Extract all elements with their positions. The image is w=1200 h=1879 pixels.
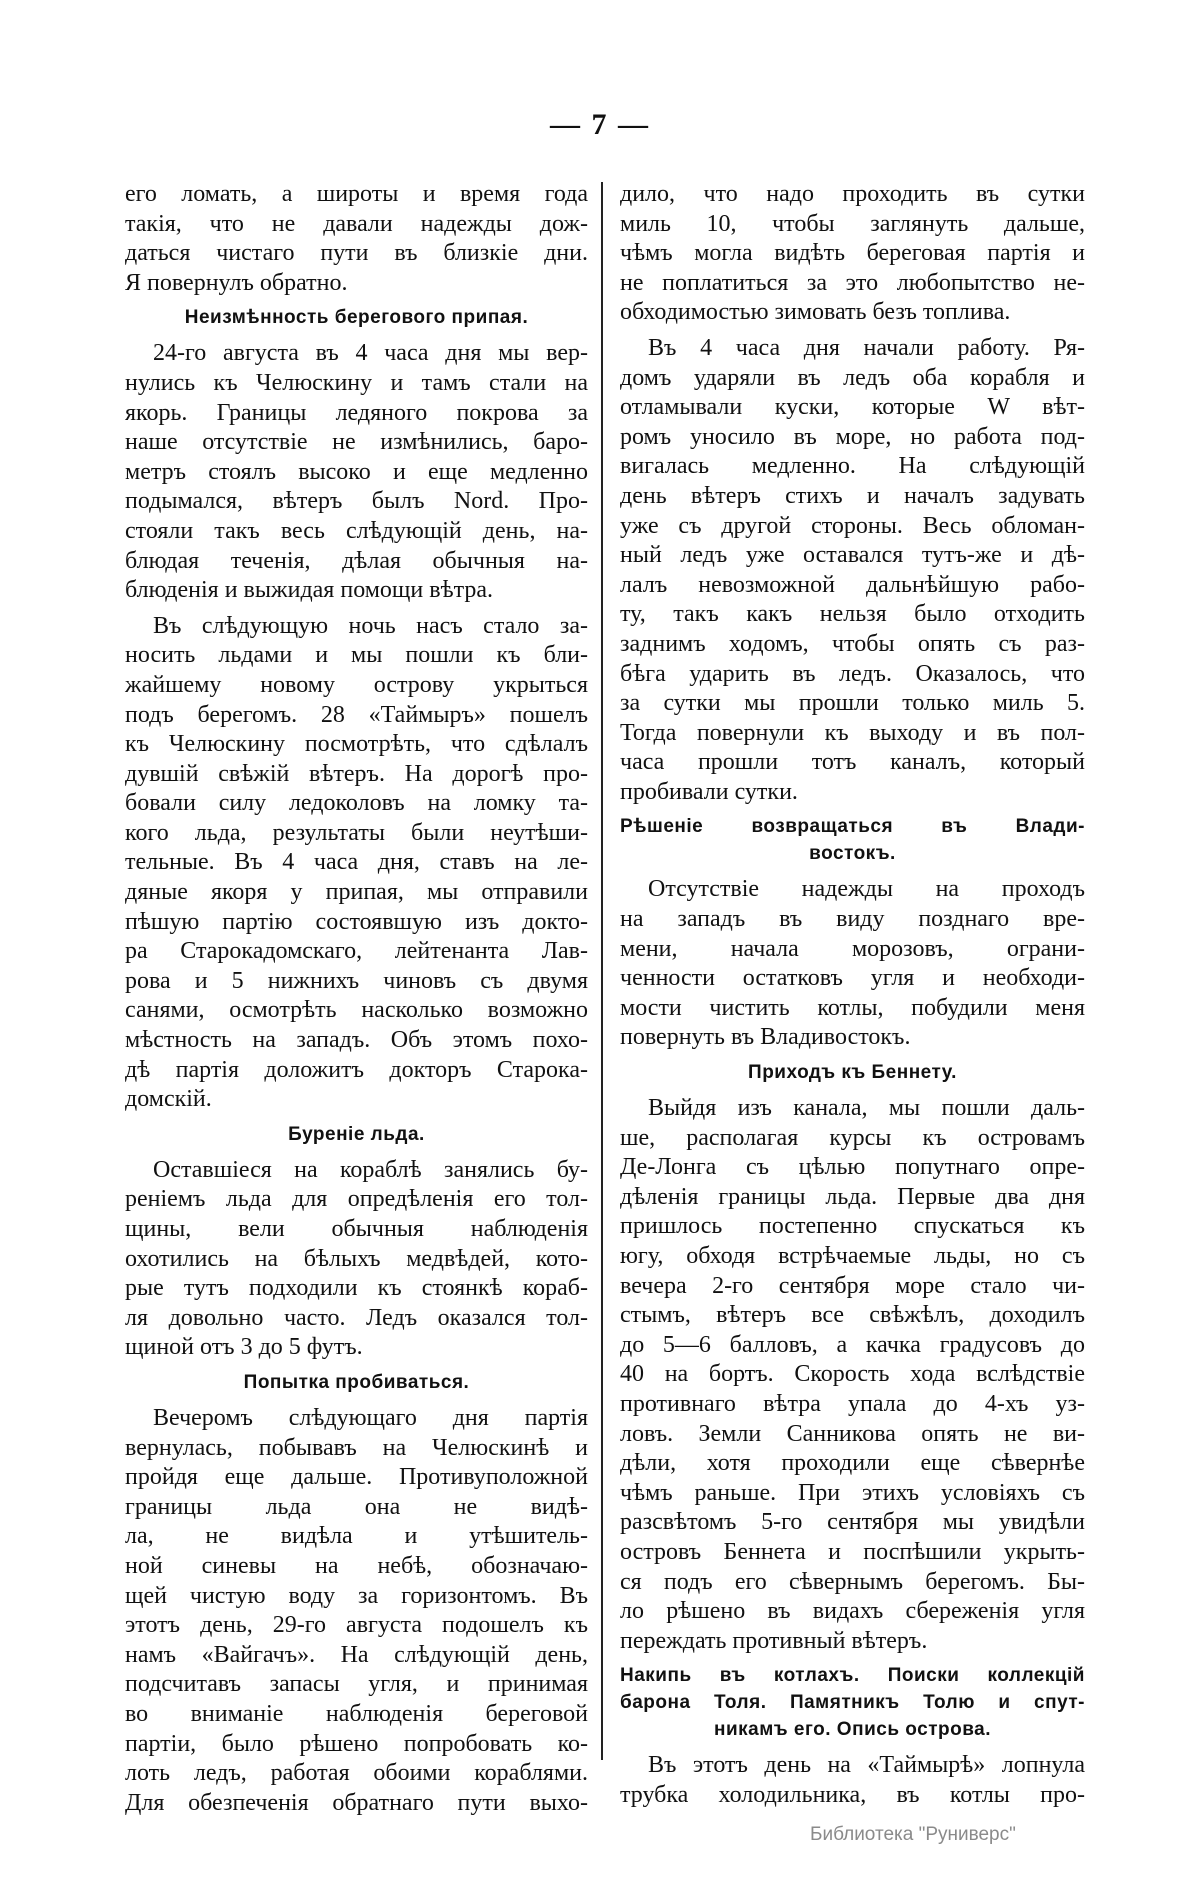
- text-line: носить льдами и мы пошли къ бли-: [125, 642, 588, 669]
- text-line: щей чистую воду за горизонтомъ. Въ: [125, 1582, 588, 1609]
- text-line: Отсутствіе надежды на проходъ: [648, 876, 1085, 903]
- text-line: лоть ледъ, работая обоими кораблями.: [125, 1760, 588, 1787]
- text-line: его ломать, а широты и время года: [125, 181, 588, 207]
- text-line: на западъ въ виду позднаго вре-: [620, 906, 1085, 933]
- text-line: реніемъ льда для опредѣленія его тол-: [125, 1186, 588, 1213]
- text-line: островъ Беннета и поспѣшили укрыть-: [620, 1538, 1085, 1565]
- text-line: блюдая теченія, дѣлая обычныя на-: [125, 547, 588, 574]
- text-line: ту, такъ какъ нельзя было отходить: [620, 601, 1085, 628]
- text-line: ловъ. Земли Санникова опять не ви-: [620, 1420, 1085, 1447]
- text-line: блюденія и выжидая помощи вѣтра.: [125, 577, 494, 604]
- text-line: лалъ невозможной дальнѣйшую рабо-: [620, 571, 1085, 598]
- text-line: кого льда, результаты были неутѣши-: [125, 819, 588, 846]
- text-line: дувшій свѣжій вѣтеръ. На дорогѣ про-: [125, 760, 588, 787]
- text-line: пройдя еще дальше. Противуположной: [125, 1464, 588, 1491]
- text-line: ло рѣшено въ видахъ сбереженія угля: [620, 1598, 1085, 1625]
- section-heading: [125, 304, 588, 331]
- text-line: уже съ другой стороны. Весь обломан-: [620, 512, 1085, 539]
- text-line: щины, вели обычныя наблюденія: [125, 1216, 588, 1242]
- paragraph: [125, 1156, 588, 1363]
- text-line: за сутки мы прошли только миль 5.: [620, 690, 1085, 717]
- text-line: охотились на бѣлыхъ медвѣдей, кото-: [125, 1245, 588, 1272]
- heading-line: Неизмѣнность берегового припая.: [184, 307, 529, 329]
- text-line: тельные. Въ 4 часа дня, ставъ на ле-: [125, 849, 588, 876]
- text-line: наше отсутствіе не измѣнились, баро-: [125, 429, 588, 456]
- section-heading: [620, 1662, 1085, 1743]
- text-line: чѣмъ раньше. При этихъ условіяхъ съ: [620, 1479, 1085, 1506]
- text-line: дѣли, хотя проходили еще сѣвернѣе: [620, 1450, 1085, 1477]
- text-line: ла, не видѣла и утѣшитель-: [125, 1523, 588, 1550]
- paragraph: [125, 180, 588, 298]
- text-line: стымъ, вѣтеръ все свѣжѣлъ, доходилъ: [620, 1302, 1085, 1329]
- section-heading: [125, 1121, 588, 1148]
- text-line: санями, осмотрѣть насколько возможно: [125, 997, 588, 1024]
- text-line: этотъ день, 29-го августа подошелъ къ: [125, 1612, 588, 1639]
- text-line: Тогда повернули къ выходу и въ пол-: [620, 719, 1085, 746]
- column-divider: [601, 182, 603, 1760]
- text-line: домскій.: [125, 1086, 212, 1113]
- text-line: жайшему новому острову укрыться: [125, 671, 588, 698]
- text-line: границы льда она не видѣ-: [125, 1493, 588, 1520]
- text-line: пѣшую партію состоявшую изъ докто-: [125, 908, 588, 935]
- text-line: дѣленія границы льда. Первые два дня: [620, 1183, 1085, 1210]
- text-line: до 5—6 балловъ, а качка градусовъ до: [620, 1331, 1085, 1358]
- text-line: нулись къ Челюскину и тамъ стали на: [125, 369, 588, 396]
- text-line: стояли такъ весь слѣдующій день, на-: [125, 517, 588, 544]
- text-line: миль 10, чтобы заглянуть дальше,: [620, 210, 1085, 237]
- paragraph: [620, 180, 1085, 328]
- text-line: Оставшіеся на кораблѣ занялись бу-: [153, 1156, 588, 1183]
- text-line: чѣмъ могла видѣть береговая партія и: [620, 240, 1085, 267]
- text-line: щиной отъ 3 до 5 футъ.: [125, 1334, 363, 1361]
- heading-line: Рѣшеніе возвращаться въ Влади-: [620, 816, 1085, 838]
- text-line: метръ стоялъ высоко и еще медленно: [125, 458, 588, 485]
- text-line: мости чистить котлы, побудили меня: [620, 994, 1085, 1021]
- text-line: подымался, вѣтеръ былъ Nord. Про-: [125, 488, 588, 515]
- paragraph: [620, 1751, 1085, 1810]
- text-line: якорь. Границы ледяного покрова за: [125, 399, 588, 426]
- text-line: ромъ уносило въ море, но работа под-: [620, 423, 1085, 450]
- text-line: такія, что не давали надежды дож-: [125, 210, 588, 237]
- text-line: день вѣтеръ стихъ и началъ задувать: [620, 482, 1085, 509]
- text-line: бѣга ударить въ ледъ. Оказалось, что: [620, 660, 1085, 687]
- text-line: вернулась, побывавъ на Челюскинѣ и: [125, 1434, 588, 1461]
- text-line: во вниманіе наблюденія береговой: [125, 1700, 588, 1727]
- text-line: подъ берегомъ. 28 «Таймыръ» пошелъ: [125, 701, 588, 728]
- heading-line: Буреніе льда.: [288, 1123, 425, 1145]
- paragraph: [125, 339, 588, 605]
- text-line: мени, начала морозовъ, ограни-: [620, 935, 1085, 962]
- text-line: партіи, было рѣшено попробовать ко-: [125, 1730, 588, 1757]
- paragraph: [620, 334, 1085, 808]
- text-line: къ Челюскину посмотрѣть, что сдѣлалъ: [125, 731, 588, 758]
- text-line: ченности остатковъ угля и необходи-: [620, 965, 1085, 992]
- text-line: часа прошли тотъ каналъ, который: [620, 749, 1085, 776]
- text-line: дило, что надо проходить въ сутки: [620, 181, 1085, 207]
- text-line: югу, обходя встрѣчаемые льды, но съ: [620, 1243, 1085, 1269]
- text-line: 24-го августа въ 4 часа дня мы вер-: [153, 340, 588, 367]
- text-line: 40 на бортъ. Скорость хода вслѣдствіе: [620, 1361, 1085, 1388]
- heading-line: востокъ.: [809, 843, 896, 865]
- text-line: пришлось постепенно спускаться къ: [620, 1213, 1085, 1240]
- text-line: Вечеромъ слѣдующаго дня партія: [153, 1404, 588, 1431]
- paragraph: [125, 1404, 588, 1818]
- text-line: ный ледъ уже оставался тутъ-же и дѣ-: [620, 542, 1085, 569]
- heading-line: барона Толя. Памятникъ Толю и спут-: [620, 1692, 1085, 1714]
- page-number: — 7 —: [550, 108, 650, 141]
- heading-line: Приходъ къ Беннету.: [748, 1062, 957, 1084]
- text-line: Выйдя изъ канала, мы пошли даль-: [648, 1095, 1085, 1122]
- text-line: бовали силу ледоколовъ на ломку та-: [125, 790, 588, 817]
- text-line: Въ слѣдующую ночь насъ стало за-: [153, 612, 588, 639]
- paragraph: [620, 875, 1085, 1053]
- heading-line: Попытка пробиваться.: [243, 1371, 470, 1393]
- text-line: ной синевы на небѣ, обозначаю-: [125, 1552, 588, 1579]
- text-line: даться чистаго пути въ близкіе дни.: [125, 240, 588, 267]
- text-line: противнаго вѣтра упала до 4-хъ уз-: [620, 1390, 1085, 1417]
- text-line: отламывали куски, которые W вѣт-: [620, 394, 1085, 421]
- text-line: пробивали сутки.: [620, 778, 798, 805]
- text-line: Де-Лонга съ цѣлью попутнаго опре-: [620, 1154, 1085, 1181]
- text-line: подсчитавъ запасы угля, и принимая: [125, 1671, 588, 1698]
- section-heading: [620, 1059, 1085, 1086]
- text-line: домъ ударяли въ ледъ оба корабля и: [620, 364, 1085, 391]
- text-line: ше, располагая курсы къ островамъ: [620, 1124, 1085, 1151]
- paragraph: [620, 1094, 1085, 1656]
- right-column: [620, 180, 1085, 1817]
- text-line: повернуть въ Владивостокъ.: [620, 1024, 911, 1051]
- text-line: дяные якоря у припая, мы отправили: [125, 879, 588, 906]
- heading-line: никамъ его. Опись острова.: [714, 1719, 991, 1741]
- text-line: рова и 5 нижнихъ чиновъ съ двумя: [125, 967, 588, 994]
- text-line: не поплатиться за это любопытство не-: [620, 269, 1085, 296]
- text-line: Я повернулъ обратно.: [125, 269, 348, 296]
- heading-line: Накипь въ котлахъ. Поиски коллекцій: [620, 1665, 1085, 1687]
- text-line: обходимостью зимовать безъ топлива.: [620, 299, 1011, 326]
- text-line: ся подъ его сѣвернымъ берегомъ. Бы-: [620, 1568, 1085, 1595]
- text-line: рые тутъ подходили къ стоянкѣ кораб-: [125, 1275, 588, 1302]
- section-heading: [125, 1369, 588, 1396]
- section-heading: [620, 813, 1085, 867]
- text-line: ля довольно часто. Ледъ оказался тол-: [125, 1304, 588, 1331]
- text-line: вигалась медленно. На слѣдующій: [620, 453, 1085, 480]
- left-column: [125, 180, 588, 1824]
- text-line: вечера 2-го сентября море стало чи-: [620, 1272, 1085, 1299]
- text-line: переждать противный вѣтеръ.: [620, 1627, 928, 1654]
- text-line: трубка холодильника, въ котлы про-: [620, 1781, 1085, 1808]
- text-line: мѣстность на западъ. Объ этомъ похо-: [125, 1027, 588, 1054]
- text-line: Для обезпеченія обратнаго пути выхо-: [125, 1789, 588, 1816]
- text-line: Въ этотъ день на «Таймырѣ» лопнула: [648, 1752, 1085, 1779]
- text-line: разсвѣтомъ 5-го сентября мы увидѣли: [620, 1509, 1085, 1536]
- text-line: намъ «Вайгачъ». На слѣдующій день,: [125, 1641, 588, 1668]
- text-line: Въ 4 часа дня начали работу. Ря-: [648, 334, 1085, 361]
- text-line: заднимъ ходомъ, чтобы опять съ раз-: [620, 630, 1085, 657]
- text-line: дѣ партія доложитъ докторъ Старока-: [125, 1056, 588, 1083]
- library-watermark: Библиотека "Руниверс": [810, 1824, 1016, 1845]
- paragraph: [125, 612, 588, 1115]
- text-line: ра Старокадомскаго, лейтенанта Лав-: [125, 938, 588, 965]
